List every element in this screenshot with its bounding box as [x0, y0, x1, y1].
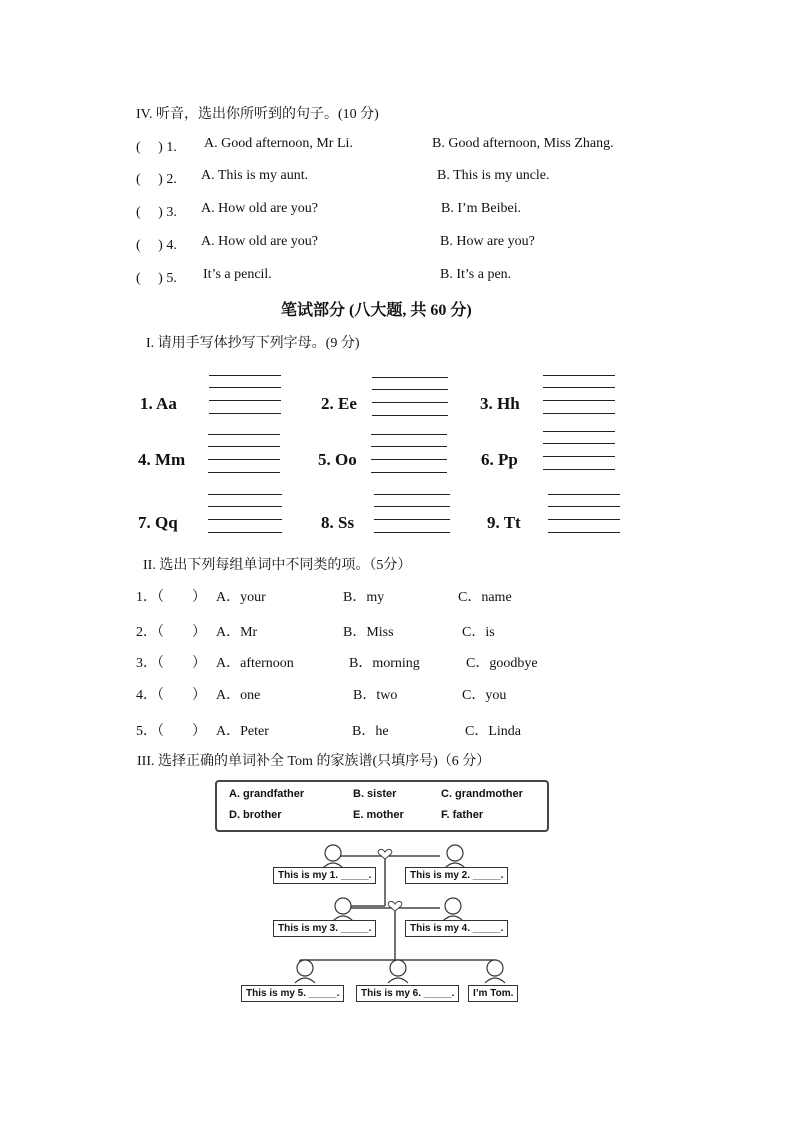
- word-option: B. sister: [353, 788, 397, 800]
- letter-label: 3. Hh: [480, 394, 520, 413]
- question-number: ( ) 2.: [136, 172, 177, 187]
- row-number: 2．（ ）: [136, 625, 206, 640]
- question-number: ( ) 5.: [136, 271, 177, 286]
- option-a: A. How old are you?: [201, 201, 319, 216]
- written-part-title: 笔试部分 (八大题, 共 60 分): [281, 302, 472, 319]
- letter-label: 8. Ss: [321, 513, 355, 532]
- letter-label: 1. Aa: [140, 394, 177, 413]
- row-number: 4．（ ）: [136, 688, 206, 703]
- choice-a: A．Peter: [216, 724, 269, 739]
- choice-a: A．afternoon: [216, 656, 294, 671]
- tom-icon: [485, 960, 505, 983]
- choice-a: A．one: [216, 688, 261, 703]
- option-b: B. I’m Beibei.: [441, 201, 522, 216]
- sentence-box: This is my 1. _____.: [273, 867, 376, 884]
- word-option: D. brother: [229, 809, 282, 821]
- option-a: A. This is my aunt.: [201, 168, 309, 183]
- word-option: E. mother: [353, 809, 404, 821]
- option-a: A. Good afternoon, Mr Li.: [204, 136, 353, 151]
- row-number: 5．（ ）: [136, 724, 206, 739]
- choice-b: B．my: [343, 590, 385, 605]
- question-number: ( ) 1.: [136, 140, 177, 155]
- choice-b: B．Miss: [343, 625, 394, 640]
- section1-title: I. 请用手写体抄写下列字母。(9 分): [146, 336, 360, 351]
- heart-icon: [378, 849, 392, 859]
- family-tree: [230, 836, 540, 1011]
- choice-a: A．Mr: [216, 625, 258, 640]
- word-option: F. father: [441, 809, 484, 821]
- word-bank: [215, 780, 549, 832]
- choice-a: A．your: [216, 590, 266, 605]
- listening-title: IV. 听音，选出你所听到的句子。(10 分): [136, 107, 379, 122]
- letter-label: 9. Tt: [487, 513, 521, 532]
- letter-label: 2. Ee: [321, 394, 357, 413]
- heart-icon: [388, 901, 402, 911]
- option-a: It’s a pencil.: [203, 267, 272, 282]
- choice-c: C．name: [458, 590, 512, 605]
- letter-label: 7. Qq: [138, 513, 178, 532]
- letter-label: 4. Mm: [138, 450, 186, 469]
- choice-c: C．you: [462, 688, 507, 703]
- sentence-box: This is my 5. _____.: [241, 985, 344, 1002]
- sentence-box: I’m Tom.: [468, 985, 518, 1002]
- option-b: B. It’s a pen.: [440, 267, 512, 282]
- row-number: 3．（ ）: [136, 656, 206, 671]
- sentence-box: This is my 3. _____.: [273, 920, 376, 937]
- letter-label: 5. Oo: [318, 450, 357, 469]
- choice-c: C．goodbye: [466, 656, 538, 671]
- choice-b: B．he: [352, 724, 389, 739]
- question-number: ( ) 3.: [136, 205, 177, 220]
- brother-icon: [295, 960, 315, 983]
- grandfather-icon: [323, 845, 343, 868]
- option-b: B. This is my uncle.: [437, 168, 550, 183]
- choice-b: B．two: [353, 688, 398, 703]
- sentence-box: This is my 2. _____.: [405, 867, 508, 884]
- option-b: B. Good afternoon, Miss Zhang.: [432, 136, 614, 151]
- word-option: C. grandmother: [441, 788, 523, 800]
- mother-icon: [443, 898, 463, 921]
- option-a: A. How old are you?: [201, 234, 319, 249]
- row-number: 1．（ ）: [136, 590, 206, 605]
- sentence-box: This is my 6. _____.: [356, 985, 459, 1002]
- grandmother-icon: [445, 845, 465, 868]
- choice-c: C．is: [462, 625, 495, 640]
- section2-title: II. 选出下列每组单词中不同类的项。（5分）: [143, 558, 412, 573]
- word-option: A. grandfather: [229, 788, 305, 800]
- option-b: B. How are you?: [440, 234, 535, 249]
- letter-label: 6. Pp: [481, 450, 518, 469]
- sister-icon: [388, 960, 408, 983]
- father-icon: [333, 898, 353, 921]
- question-number: ( ) 4.: [136, 238, 177, 253]
- section3-title: III. 选择正确的单词补全 Tom 的家族谱(只填序号)（6 分）: [137, 754, 491, 769]
- sentence-box: This is my 4. _____.: [405, 920, 508, 937]
- choice-c: C．Linda: [465, 724, 521, 739]
- choice-b: B．morning: [349, 656, 420, 671]
